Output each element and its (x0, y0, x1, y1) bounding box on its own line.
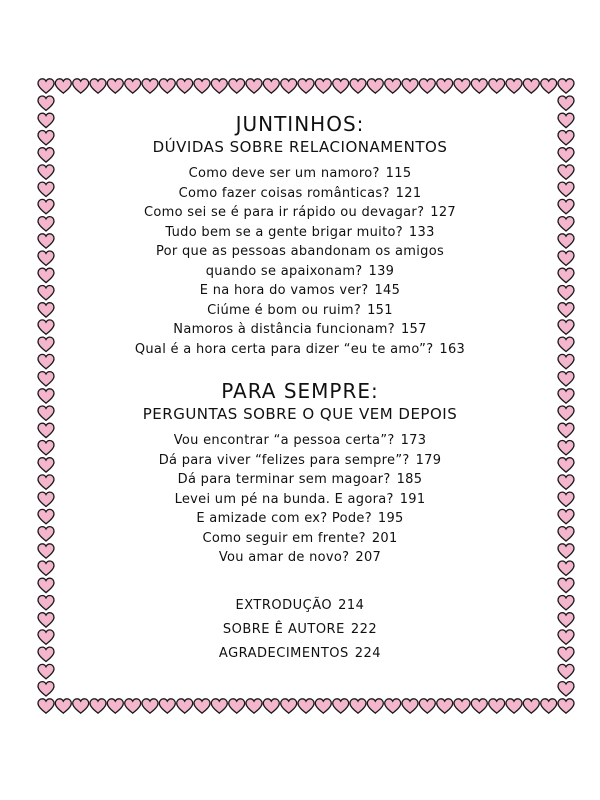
heart-icon (194, 79, 210, 93)
heart-icon (107, 699, 123, 713)
heart-icon (38, 199, 54, 213)
toc-entry-title: Como fazer coisas românticas? (178, 185, 390, 201)
heart-icon (558, 182, 574, 196)
heart-icon (558, 268, 574, 282)
heart-icon (211, 79, 227, 93)
heart-icon (367, 79, 383, 93)
heart-icon (38, 578, 54, 592)
heart-icon (263, 699, 279, 713)
heart-icon (55, 699, 71, 713)
heart-icon (437, 79, 453, 93)
heart-icon (437, 699, 453, 713)
toc-entry-title: E amizade com ex? Pode? (196, 511, 372, 526)
table-of-contents (60, 112, 540, 666)
heart-icon (402, 79, 418, 93)
toc-page-number: 207 (355, 550, 382, 565)
heart-icon (38, 441, 54, 455)
toc-page-number: 214 (338, 597, 365, 613)
toc-entry-title: Dá para viver “felizes para sempre”? (158, 452, 410, 468)
heart-icon (558, 423, 574, 437)
heart-icon (38, 182, 54, 196)
heart-icon (558, 630, 574, 644)
heart-icon (38, 234, 54, 248)
heart-icon (194, 699, 210, 713)
heart-icon (38, 492, 54, 506)
toc-entry (60, 184, 540, 204)
toc-page-number: 163 (439, 341, 466, 357)
toc-entry (60, 223, 540, 243)
heart-icon (38, 113, 54, 127)
heart-icon (90, 699, 106, 713)
heart-icon (177, 699, 193, 713)
toc-entry (60, 340, 540, 360)
heart-icon (489, 79, 505, 93)
toc-page-number: 157 (400, 322, 427, 337)
toc-entry (60, 548, 540, 568)
heart-icon (38, 354, 54, 368)
heart-icon (38, 389, 54, 403)
heart-icon (38, 96, 54, 110)
heart-icon (38, 148, 54, 162)
toc-entry-title: Como seguir em frente? (202, 530, 366, 546)
heart-icon (263, 79, 279, 93)
heart-icon (558, 234, 574, 248)
heart-icon (38, 475, 54, 489)
heart-icon (73, 79, 89, 93)
toc-page-number: 121 (395, 185, 422, 201)
toc-entry (60, 470, 540, 490)
heart-icon (38, 699, 54, 713)
heart-icon (38, 303, 54, 317)
toc-entry-title: Por que as pessoas abandonam os amigos quando se apaixonam? (155, 244, 445, 279)
toc-page-number: 201 (371, 530, 398, 546)
heart-icon (159, 79, 175, 93)
heart-icon (38, 131, 54, 145)
heart-icon (38, 268, 54, 282)
heart-icon (73, 699, 89, 713)
heart-icon (558, 354, 574, 368)
toc-entry (60, 642, 540, 666)
toc-page-number: 145 (374, 283, 401, 298)
heart-icon (38, 251, 54, 265)
toc-entry-title: Namoros à distância funcionam? (173, 322, 395, 337)
heart-icon (558, 79, 574, 93)
heart-icon (506, 699, 522, 713)
heart-icon (38, 337, 54, 351)
toc-list (60, 164, 540, 359)
heart-icon (558, 509, 574, 523)
heart-icon (558, 475, 574, 489)
heart-icon (558, 148, 574, 162)
toc-page-number: 127 (430, 205, 456, 220)
heart-icon (125, 79, 141, 93)
toc-page-number: 191 (399, 491, 426, 507)
toc-page-number: 185 (396, 472, 423, 487)
heart-icon (558, 389, 574, 403)
heart-icon (558, 647, 574, 661)
heart-icon (558, 131, 574, 145)
heart-icon (38, 630, 54, 644)
heart-icon (558, 613, 574, 627)
toc-list (60, 431, 540, 568)
heart-icon (558, 578, 574, 592)
toc-entry (60, 203, 540, 223)
heart-icon (38, 682, 54, 696)
heart-icon (38, 372, 54, 386)
heart-icon (471, 699, 487, 713)
heart-icon (558, 337, 574, 351)
heart-icon (558, 441, 574, 455)
toc-entry (60, 301, 540, 321)
extras-list (60, 594, 540, 666)
heart-icon (385, 79, 401, 93)
heart-icon (281, 79, 297, 93)
toc-page-number: 179 (415, 452, 442, 468)
heart-icon (350, 699, 366, 713)
toc-entry-title: EXTRODUÇÃO (235, 597, 333, 613)
toc-entry-title: Vou amar de novo? (218, 550, 350, 565)
toc-entry-title: AGRADECIMENTOS (218, 645, 349, 661)
heart-icon (558, 699, 574, 713)
heart-icon (38, 647, 54, 661)
heart-icon (350, 79, 366, 93)
heart-icon (107, 79, 123, 93)
toc-entry (60, 509, 540, 529)
toc-entry-title: Tudo bem se a gente brigar muito? (165, 224, 403, 240)
heart-icon (558, 527, 574, 541)
toc-entry (60, 529, 540, 549)
toc-entry (60, 242, 540, 281)
heart-icon (38, 406, 54, 420)
toc-entry (60, 320, 540, 340)
heart-icon (211, 699, 227, 713)
heart-icon (281, 699, 297, 713)
heart-icon (558, 96, 574, 110)
section-title: JUNTINHOS: (235, 112, 365, 136)
heart-icon (298, 79, 314, 93)
heart-icon (142, 699, 158, 713)
toc-page-number: 222 (350, 621, 378, 637)
toc-entry (60, 451, 540, 471)
heart-icon (159, 699, 175, 713)
heart-icon (454, 699, 470, 713)
toc-page-number: 139 (368, 263, 395, 279)
toc-entry (60, 490, 540, 510)
heart-icon (38, 613, 54, 627)
toc-page-number: 115 (385, 166, 412, 181)
toc-entry-title: Como deve ser um namoro? (188, 166, 380, 181)
heart-icon (246, 699, 262, 713)
heart-icon (558, 458, 574, 472)
heart-icon (402, 699, 418, 713)
toc-entry (60, 431, 540, 451)
heart-icon (558, 561, 574, 575)
toc-entry-title: Dá para terminar sem magoar? (177, 472, 391, 487)
toc-entry-title: SOBRE Ê AUTORE (222, 621, 345, 637)
toc-entry (60, 594, 540, 618)
heart-icon (229, 79, 245, 93)
heart-icon (523, 79, 539, 93)
heart-icon (558, 406, 574, 420)
heart-icon (558, 286, 574, 300)
toc-entry-title: Vou encontrar “a pessoa certa”? (173, 433, 395, 448)
toc-entry (60, 164, 540, 184)
heart-icon (558, 372, 574, 386)
heart-icon (506, 79, 522, 93)
toc-entry (60, 281, 540, 301)
heart-icon (419, 699, 435, 713)
heart-icon (38, 664, 54, 678)
heart-icon (142, 79, 158, 93)
heart-icon (558, 596, 574, 610)
heart-icon (471, 79, 487, 93)
section-subtitle: PERGUNTAS SOBRE O QUE VEM DEPOIS (142, 405, 458, 423)
heart-icon (523, 699, 539, 713)
heart-icon (38, 165, 54, 179)
heart-icon (558, 544, 574, 558)
heart-icon (558, 165, 574, 179)
heart-icon (38, 286, 54, 300)
heart-icon (558, 303, 574, 317)
heart-icon (558, 251, 574, 265)
heart-icon (246, 79, 262, 93)
heart-icon (38, 527, 54, 541)
heart-icon (229, 699, 245, 713)
heart-icon (38, 596, 54, 610)
heart-icon (38, 509, 54, 523)
heart-icon (558, 492, 574, 506)
toc-entry-title: Como sei se é para ir rápido ou devagar? (143, 205, 425, 220)
section-subtitle: DÚVIDAS SOBRE RELACIONAMENTOS (152, 138, 448, 156)
heart-icon (38, 320, 54, 334)
heart-icon (419, 79, 435, 93)
heart-icon (558, 113, 574, 127)
heart-icon (333, 79, 349, 93)
heart-icon (367, 699, 383, 713)
heart-icon (177, 79, 193, 93)
heart-icon (38, 561, 54, 575)
heart-icon (454, 79, 470, 93)
toc-entry-title: E na hora do vamos ver? (199, 283, 369, 298)
heart-icon (541, 79, 557, 93)
heart-icon (558, 217, 574, 231)
toc-page-number: 133 (408, 224, 435, 240)
heart-icon (55, 79, 71, 93)
heart-icon (558, 682, 574, 696)
toc-entry-title: Ciúme é bom ou ruim? (207, 302, 362, 318)
heart-icon (558, 664, 574, 678)
heart-icon (38, 79, 54, 93)
heart-icon (38, 217, 54, 231)
heart-icon (558, 320, 574, 334)
toc-page-number: 195 (377, 511, 404, 526)
toc-entry-title: Qual é a hora certa para dizer “eu te amo”? (134, 341, 434, 357)
heart-icon (489, 699, 505, 713)
heart-icon (38, 423, 54, 437)
toc-page-number: 151 (367, 302, 393, 318)
heart-icon (125, 699, 141, 713)
heart-icon (385, 699, 401, 713)
toc-page-number: 173 (400, 433, 427, 448)
heart-icon (38, 544, 54, 558)
heart-icon (558, 199, 574, 213)
heart-icon (38, 458, 54, 472)
toc-entry-title: Levei um pé na bunda. E agora? (174, 491, 394, 507)
heart-icon (333, 699, 349, 713)
toc-page-number: 224 (354, 645, 382, 661)
heart-icon (90, 79, 106, 93)
heart-icon (298, 699, 314, 713)
heart-icon (315, 699, 331, 713)
heart-icon (315, 79, 331, 93)
section-title: PARA SEMPRE: (221, 379, 379, 403)
heart-icon (541, 699, 557, 713)
toc-entry (60, 618, 540, 642)
